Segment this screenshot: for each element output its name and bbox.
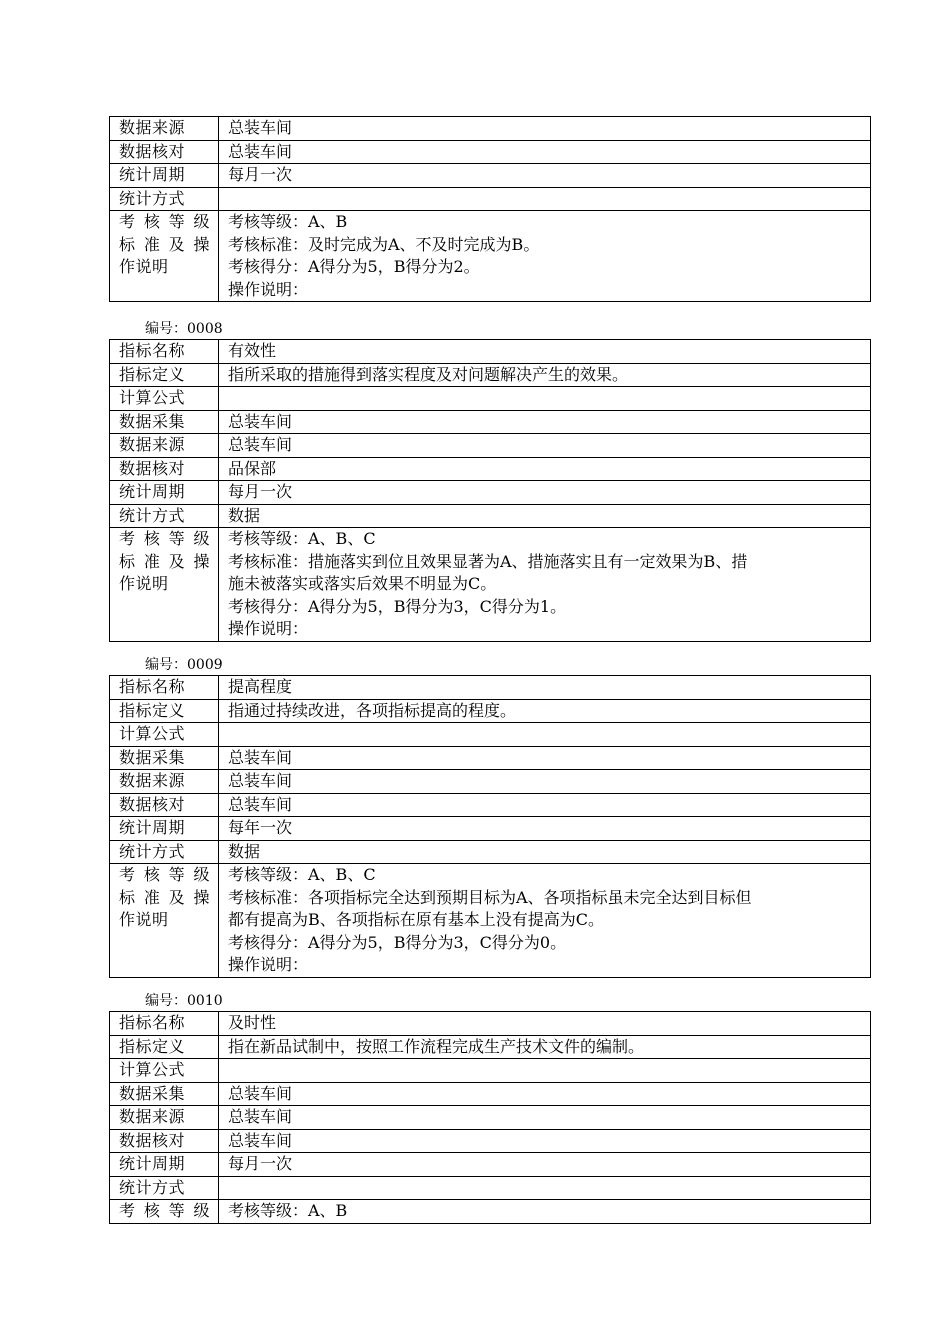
row-label: 数据来源 — [110, 770, 219, 794]
row-label: 数据采集 — [110, 746, 219, 770]
table-row — [110, 140, 871, 164]
table-row — [110, 1082, 871, 1106]
indicator-table — [109, 675, 871, 978]
grade-level: 考核等级：A、B — [228, 212, 348, 231]
grade-note: 操作说明： — [228, 279, 309, 299]
table-row — [110, 164, 871, 188]
grade-row — [110, 528, 871, 642]
grade-label: 考核等级 标准及操 作说明 — [110, 528, 219, 642]
grade-level: 考核等级：A、B、C — [228, 529, 376, 548]
row-label: 数据核对 — [110, 1129, 219, 1153]
row-label: 计算公式 — [110, 387, 219, 411]
row-value: 指在新品试制中，按照工作流程完成生产技术文件的编制。 — [219, 1035, 871, 1059]
grade-note: 操作说明： — [228, 619, 309, 638]
row-label: 数据来源 — [110, 434, 219, 458]
table-row — [110, 363, 871, 387]
grade-standard: 考核标准：及时完成为A、不及时完成为B。 — [228, 234, 540, 254]
table-row — [110, 481, 871, 505]
indicator-block-0008 — [109, 339, 871, 642]
row-label: 数据核对 — [110, 140, 219, 164]
row-value: 每月一次 — [219, 481, 871, 505]
indicator-block-0009 — [109, 675, 871, 978]
row-value: 数据 — [219, 840, 871, 864]
row-label: 指标名称 — [110, 676, 219, 700]
grade-note: 操作说明： — [228, 955, 309, 974]
grade-row — [110, 211, 871, 302]
table-row — [110, 410, 871, 434]
row-value: 总装车间 — [219, 1129, 871, 1153]
indicator-table-continued — [109, 116, 871, 302]
row-value: 指所采取的措施得到落实程度及对问题解决产生的效果。 — [219, 363, 871, 387]
grade-row — [110, 864, 871, 978]
table-row — [110, 117, 871, 141]
row-value: 指通过持续改进，各项指标提高的程度。 — [219, 699, 871, 723]
table-row — [110, 817, 871, 841]
row-label: 指标名称 — [110, 1012, 219, 1036]
table-row — [110, 746, 871, 770]
row-value: 总装车间 — [219, 410, 871, 434]
indicator-table — [109, 116, 871, 302]
row-value: 总装车间 — [219, 434, 871, 458]
grade-standard: 考核标准：各项指标完全达到预期目标为A、各项指标虽未完全达到目标但 — [228, 887, 752, 907]
row-label: 统计周期 — [110, 164, 219, 188]
row-label: 指标定义 — [110, 1035, 219, 1059]
row-value: 总装车间 — [219, 1082, 871, 1106]
row-value — [219, 1176, 871, 1200]
row-label: 统计周期 — [110, 1153, 219, 1177]
row-value: 每年一次 — [219, 817, 871, 841]
grade-score: 考核得分：A得分为5，B得分为3，C得分为0。 — [228, 932, 567, 952]
row-label: 指标名称 — [110, 340, 219, 364]
indicator-table — [109, 339, 871, 642]
grade-standard: 考核标准：措施落实到位且效果显著为A、措施落实且有一定效果为B、措 — [228, 551, 748, 571]
table-row — [110, 1035, 871, 1059]
table-row — [110, 723, 871, 747]
row-value: 总装车间 — [219, 1106, 871, 1130]
table-row — [110, 676, 871, 700]
row-value: 品保部 — [219, 457, 871, 481]
indicator-block-0010 — [109, 1011, 871, 1224]
grade-content — [219, 864, 871, 978]
row-label: 数据核对 — [110, 457, 219, 481]
row-label: 统计方式 — [110, 187, 219, 211]
row-label: 统计方式 — [110, 504, 219, 528]
table-row — [110, 340, 871, 364]
row-label: 数据来源 — [110, 117, 219, 141]
row-label: 数据采集 — [110, 1082, 219, 1106]
table-row — [110, 434, 871, 458]
row-label: 指标定义 — [110, 363, 219, 387]
indicator-table — [109, 1011, 871, 1224]
grade-label: 考核等级 — [110, 1200, 219, 1224]
row-label: 数据采集 — [110, 410, 219, 434]
row-label: 计算公式 — [110, 723, 219, 747]
indicator-code: 编号：0009 — [145, 657, 223, 673]
grade-content — [219, 1200, 871, 1224]
table-row — [110, 457, 871, 481]
row-value: 总装车间 — [219, 770, 871, 794]
row-label: 统计周期 — [110, 817, 219, 841]
row-value: 总装车间 — [219, 746, 871, 770]
grade-score: 考核得分：A得分为5，B得分为2。 — [228, 257, 480, 276]
row-value — [219, 187, 871, 211]
table-row — [110, 504, 871, 528]
row-value: 数据 — [219, 504, 871, 528]
table-row — [110, 793, 871, 817]
table-row — [110, 1059, 871, 1083]
table-row — [110, 840, 871, 864]
grade-content — [219, 211, 871, 302]
indicator-code: 编号：0008 — [145, 321, 223, 337]
table-row — [110, 187, 871, 211]
row-label: 计算公式 — [110, 1059, 219, 1083]
indicator-code: 编号：0010 — [145, 993, 223, 1009]
row-value: 提高程度 — [219, 676, 871, 700]
row-label: 统计方式 — [110, 840, 219, 864]
row-label: 数据来源 — [110, 1106, 219, 1130]
grade-score: 考核得分：A得分为5，B得分为3，C得分为1。 — [228, 596, 567, 616]
table-row — [110, 1153, 871, 1177]
grade-level: 考核等级：A、B — [228, 1201, 348, 1220]
row-value — [219, 1059, 871, 1083]
table-row — [110, 1106, 871, 1130]
row-label: 指标定义 — [110, 699, 219, 723]
row-value: 每月一次 — [219, 1153, 871, 1177]
table-row — [110, 1129, 871, 1153]
table-row — [110, 1176, 871, 1200]
grade-standard-cont: 施未被落实或落实后效果不明显为C。 — [228, 574, 497, 593]
row-value: 及时性 — [219, 1012, 871, 1036]
row-label: 数据核对 — [110, 793, 219, 817]
row-value: 总装车间 — [219, 793, 871, 817]
row-value: 有效性 — [219, 340, 871, 364]
table-row — [110, 770, 871, 794]
grade-content — [219, 528, 871, 642]
row-value: 总装车间 — [219, 140, 871, 164]
grade-standard-cont: 都有提高为B、各项指标在原有基本上没有提高为C。 — [228, 910, 605, 929]
grade-level: 考核等级：A、B、C — [228, 865, 376, 884]
row-label: 统计方式 — [110, 1176, 219, 1200]
table-row — [110, 699, 871, 723]
row-value — [219, 723, 871, 747]
grade-row — [110, 1200, 871, 1224]
row-label: 统计周期 — [110, 481, 219, 505]
row-value — [219, 387, 871, 411]
table-row — [110, 1012, 871, 1036]
row-value: 每月一次 — [219, 164, 871, 188]
grade-label: 考核等级 标准及操 作说明 — [110, 864, 219, 978]
grade-label: 考核等级 标准及操 作说明 — [110, 211, 219, 302]
table-row — [110, 387, 871, 411]
row-value: 总装车间 — [219, 117, 871, 141]
